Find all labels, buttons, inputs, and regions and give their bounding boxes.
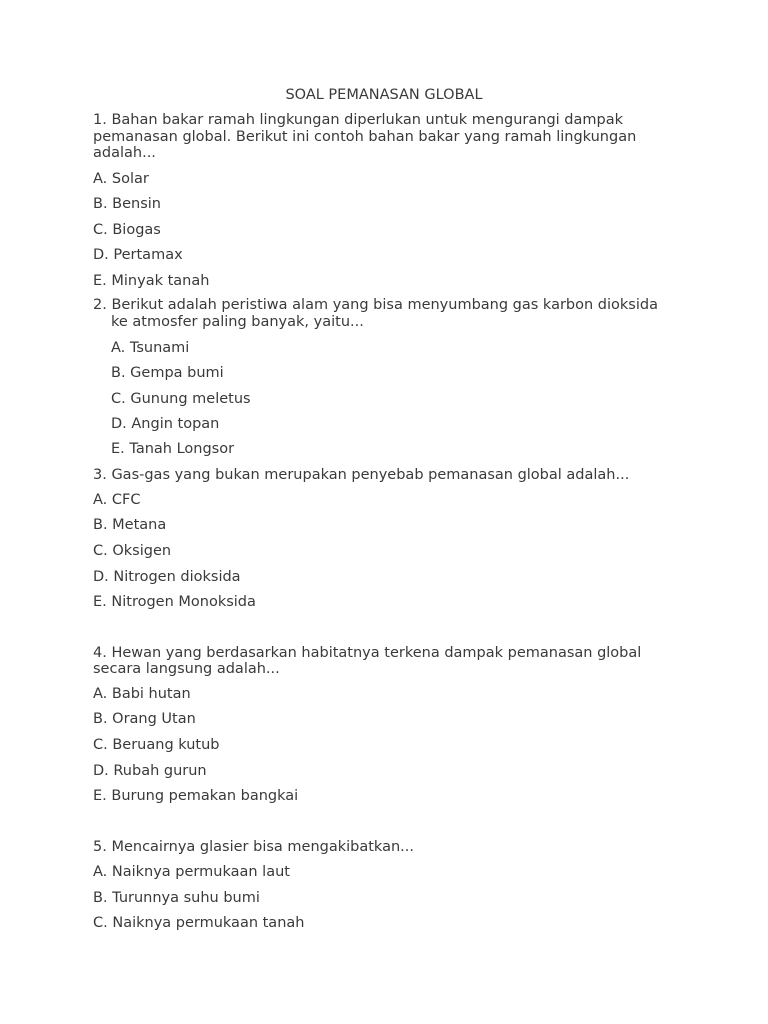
question-1-option-a: A. Solar bbox=[93, 170, 149, 187]
question-3-option-e: E. Nitrogen Monoksida bbox=[93, 593, 256, 610]
question-2-option-c: C. Gunung meletus bbox=[111, 390, 251, 407]
question-4-option-e: E. Burung pemakan bangkai bbox=[93, 787, 299, 804]
question-2-text-line-2: ke atmosfer paling banyak, yaitu... bbox=[111, 313, 364, 330]
question-3-text-line-1: 3. Gas-gas yang bukan merupakan penyebab pemanasan global adalah... bbox=[93, 466, 630, 483]
question-4-text-line-2: secara langsung adalah... bbox=[93, 661, 280, 677]
question-2-text-line-1: 2. Berikut adalah peristiwa alam yang bisa menyumbang gas karbon dioksida bbox=[93, 297, 658, 313]
question-1-option-e: E. Minyak tanah bbox=[93, 272, 210, 289]
question-1-text-line-1: 1. Bahan bakar ramah lingkungan diperlukan untuk mengurangi dampak bbox=[93, 112, 624, 128]
question-5-option-b: B. Turunnya suhu bumi bbox=[93, 889, 260, 906]
question-1-text-line-2: pemanasan global. Berikut ini contoh bahan bakar yang ramah lingkungan bbox=[93, 128, 637, 145]
question-4-option-c: C. Beruang kutub bbox=[93, 737, 220, 753]
question-2-option-e: E. Tanah Longsor bbox=[111, 441, 235, 457]
question-3-option-d: D. Nitrogen dioksida bbox=[93, 568, 241, 585]
question-5-option-c: C. Naiknya permukaan tanah bbox=[93, 915, 305, 931]
question-4-option-a: A. Babi hutan bbox=[93, 685, 191, 702]
question-2-option-a: A. Tsunami bbox=[111, 339, 190, 356]
question-3-option-a: A. CFC bbox=[93, 491, 141, 508]
question-1-text-line-3: adalah... bbox=[93, 145, 156, 161]
question-4-option-b: B. Orang Utan bbox=[93, 711, 196, 727]
question-2-option-d: D. Angin topan bbox=[111, 415, 220, 432]
question-5-text-line-1: 5. Mencairnya glasier bisa mengakibatkan... bbox=[93, 838, 414, 855]
question-1-option-b: B. Bensin bbox=[93, 196, 161, 212]
question-1-option-c: C. Biogas bbox=[93, 221, 161, 238]
page-title: SOAL PEMANASAN GLOBAL bbox=[285, 87, 483, 103]
question-3-option-c: C. Oksigen bbox=[93, 542, 172, 559]
question-1-option-d: D. Pertamax bbox=[93, 247, 183, 263]
question-4-option-d: D. Rubah gurun bbox=[93, 762, 207, 779]
question-5-option-a: A. Naiknya permukaan laut bbox=[93, 864, 290, 880]
question-2-option-b: B. Gempa bumi bbox=[111, 365, 224, 381]
question-4-text-line-1: 4. Hewan yang berdasarkan habitatnya terkena dampak pemanasan global bbox=[93, 644, 642, 661]
question-3-option-b: B. Metana bbox=[93, 517, 167, 533]
